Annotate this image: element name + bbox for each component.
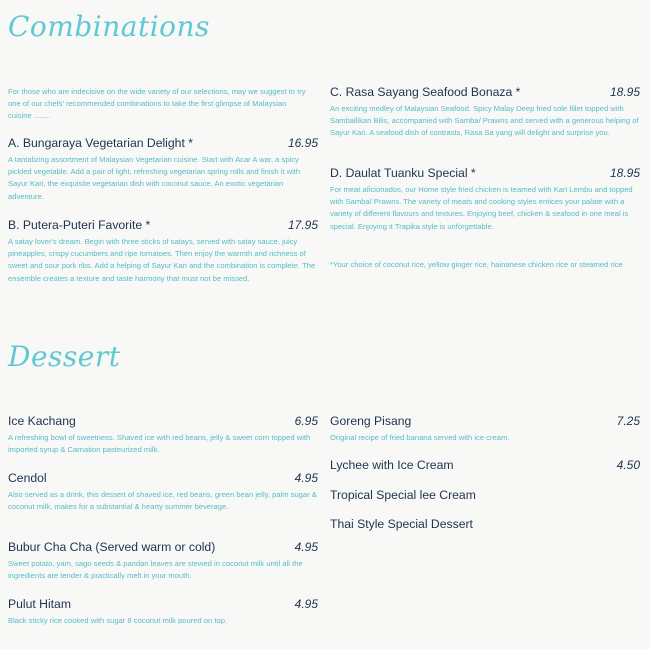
dessert-left-column [8, 414, 318, 634]
item-description: An exciting medley of Malaysian Seafood. Spicy Malay Deep fried sole fillet topped with Samballikan Bilis, accompanied with Samba/ Prawns and served with a generous helping of Sayur Kari. A seafood dish of contrasts, Rasa Sa yang will delight and surprise you. [330, 104, 639, 138]
item-price: 4.50 [616, 458, 640, 472]
item-name: D. Daulat Tuanku Special * [330, 166, 476, 180]
item-name: Bubur Cha Cha (Served warm or cold) [8, 540, 216, 554]
item-name: Lychee with Ice Cream [330, 458, 454, 472]
item-price: 16.95 [287, 136, 318, 150]
item-description: Original recipe of fried banana served with ice cream. [330, 433, 510, 442]
item-name: C. Rasa Sayang Seafood Bonaza * [330, 85, 521, 99]
item-name: Thai Style Special Dessert [330, 517, 473, 531]
item-description: Also served as a drink, this dessert of shaved ice, red beans, green bean jelly, palm sugar & coconut milk, makes for a substantial & hearty summer beverage. [8, 490, 317, 512]
item-name: B. Putera-Puteri Favorite * [8, 218, 151, 232]
menu-item [330, 517, 640, 535]
menu-item [8, 218, 318, 285]
item-description: A refreshing bowl of sweetness. Shaved ice with red beans, jelly & sweet corn topped with imported syrup & Carnation pasteurized milk. [8, 433, 311, 455]
item-price: 4.95 [294, 540, 318, 554]
rice-choice-note: *Your choice of coconut rice, yellow ginger rice, hainanese chicken rice or steamed rice [330, 260, 623, 269]
dessert-right-column [330, 414, 640, 544]
item-description: Sweet potato, yam, sago seeds & pandan leaves are stewed in coconut milk until all the ingredients are tender & practically melt in your mouth. [8, 559, 303, 581]
item-description: A satay lover's dream. Begin with three sticks of satays, served with satay sauce, juicy pineapples, crispy cucumbers and ripe tomatoes. Then enjoy the warmth and richness of sweet and sour pork ribs. Add a helping of Sayur Kari and the combination is complete. The ensemble creates a texture and taste harmony that must not be missed. [8, 237, 316, 283]
menu-item [8, 540, 318, 582]
menu-item [330, 488, 640, 506]
menu-item [8, 414, 318, 456]
combinations-title: Combinations [8, 10, 210, 43]
menu-item [8, 597, 318, 627]
item-price: 4.95 [294, 597, 318, 611]
menu-item [330, 166, 640, 233]
menu-item [330, 414, 640, 444]
combinations-intro: For those who are indecisive on the wide variety of our selections, may we suggest to try one of our chefs' recommended combinations to take the first glimpse of Malaysian cuisine ........ [8, 87, 306, 121]
item-name: Pulut Hitam [8, 597, 71, 611]
menu-item [8, 136, 318, 203]
dessert-title: Dessert [8, 340, 121, 373]
menu-item [330, 458, 640, 476]
item-name: Tropical Special lee Cream [330, 488, 476, 502]
item-description: For meat aficionados, our Home style fried chicken is teamed with Kari Lembu and topped with Samba/ Prawns. The variety of meats and cooking styles entices your palate with a variety of different flavours and textures. Enjoying beef, chicken & seafood in one meal is special. Enjoying it Trapika style is unforgettable. [330, 185, 633, 231]
item-description: A tantalizing assortment of Malaysian Vegetarian cuisine. Start with Acar A war, a spicy pickled vegetable. Add a pair of light, refreshing vegetarian spring rolls and finish it with Sayur Kari, the exquisite vegetarian dish with coconut sauce. An exotic vegetarian adventure. [8, 155, 301, 201]
item-name: A. Bungaraya Vegetarian Delight * [8, 136, 193, 150]
item-name: Cendol [8, 471, 47, 485]
combinations-left-column [8, 86, 318, 306]
combinations-right-column [330, 85, 640, 285]
item-price: 4.95 [294, 471, 318, 485]
item-name: Ice Kachang [8, 414, 76, 428]
item-name: Goreng Pisang [330, 414, 412, 428]
item-price: 17.95 [287, 218, 318, 232]
menu-item [8, 471, 318, 513]
item-price: 6.95 [294, 414, 318, 428]
menu-item [330, 85, 640, 140]
item-price: 18.95 [609, 166, 640, 180]
item-price: 7.25 [616, 414, 640, 428]
item-description: Black sticky rice cooked with sugar 8 coconut milk poured on top. [8, 616, 228, 625]
item-price: 18.95 [609, 85, 640, 99]
